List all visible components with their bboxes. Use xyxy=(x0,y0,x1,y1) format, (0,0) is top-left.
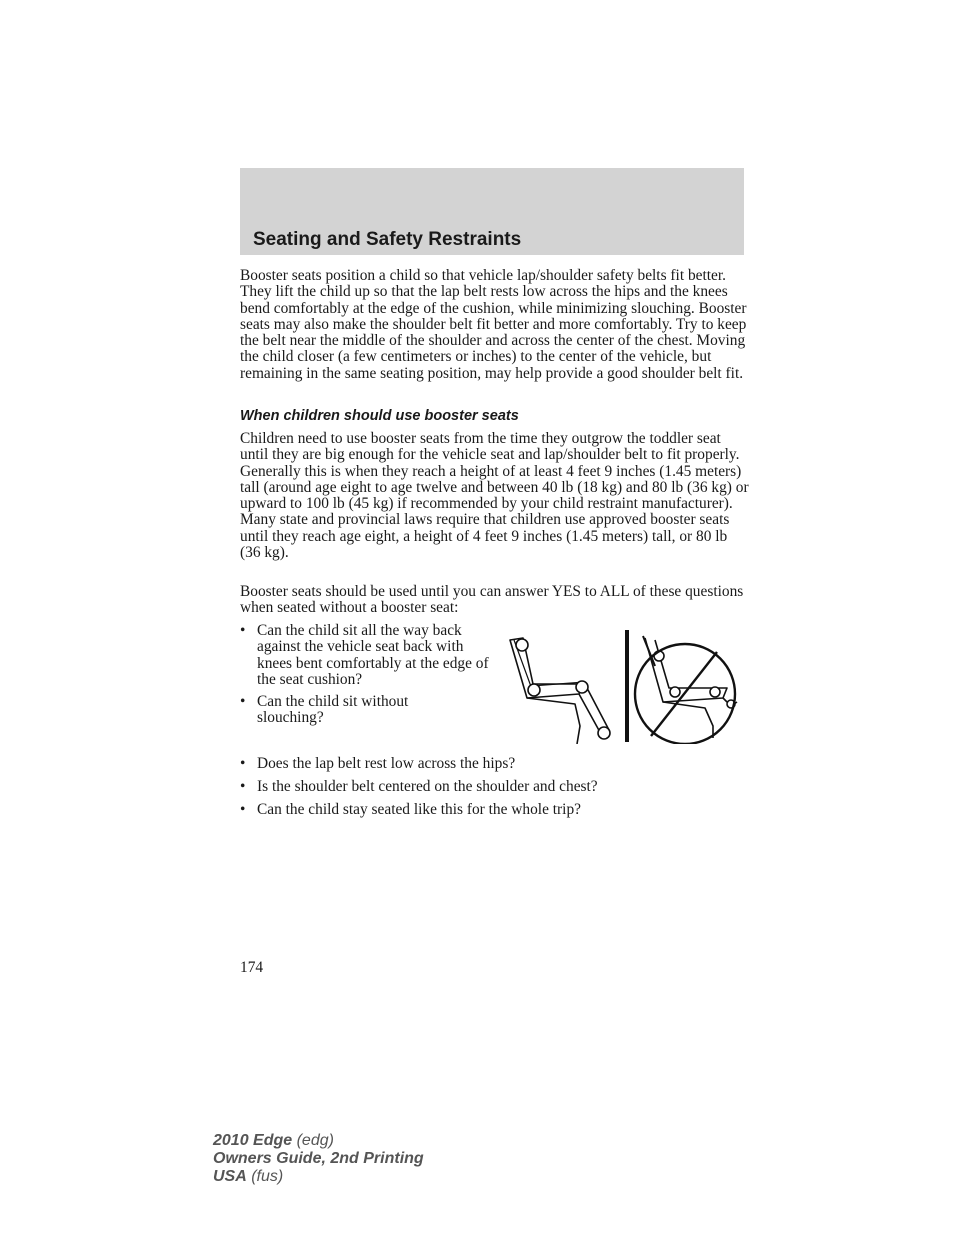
bullet-icon: • xyxy=(240,693,246,710)
paragraph-yes-to-all: Booster seats should be used until you can answer YES to ALL of these questions when seated without a booster seat: xyxy=(240,583,744,617)
list-item-text: Does the lap belt rest low across the hips? xyxy=(257,755,516,772)
list-item-text: Can the child sit without slouching? xyxy=(257,693,409,727)
footer-line-market: USA (fus) xyxy=(213,1168,284,1185)
correct-seating-figure xyxy=(510,638,610,744)
bullet-icon: • xyxy=(240,778,246,795)
list-item-text: Can the child sit all the way back against the vehicle seat back with knees bent comfortably at the edge of the seat cushion? xyxy=(257,622,489,688)
document-footer xyxy=(213,1132,424,1186)
bullet-icon: • xyxy=(240,755,246,772)
paragraph-when-to-use: Children need to use booster seats from the time they outgrow the toddler seat until they are big enough for the vehicle seat and lap/shoulder belt to fit properly. Generally this is when they reach a height of at least 4 feet 9 inches (1.45 meters) tall (around age eight to age twelve and between 40 lb (18 kg) and 80 lb (36 kg) or upward to 100 lb (45 kg) if recommended by your child restraint manufacturer). Many state and provincial laws require that children use approved booster seats until they reach age eight, a height of 4 feet 9 inches (1.45 meters) tall, or 80 lb (36 kg). xyxy=(240,430,749,562)
list-item-shoulder-belt xyxy=(240,779,750,795)
page-number: 174 xyxy=(240,959,264,976)
bullet-icon: • xyxy=(240,622,246,639)
list-item-sit-back xyxy=(240,623,495,688)
list-item-text: Is the shoulder belt centered on the shoulder and chest? xyxy=(257,778,598,795)
subheading-when-to-use: When children should use booster seats xyxy=(240,408,519,424)
divider-bar xyxy=(625,630,629,742)
bullet-icon: • xyxy=(240,801,246,818)
section-header-band xyxy=(240,168,744,255)
list-item-whole-trip xyxy=(240,802,750,818)
paragraph-booster-position: Booster seats position a child so that vehicle lap/shoulder safety belts fit better. They lift the child up so that the lap belt rests low across the hips and the knees bend comfortably at the edge of the cushion, while minimizing slouching. Booster seats may also make the shoulder belt fit better and more comfortably. Try to keep the belt near the middle of the shoulder and across the center of the chest. Moving the child closer (a few centimeters or inches) to the center of the vehicle, but remaining in the same seating position, may help provide a good shoulder belt fit. xyxy=(240,267,747,382)
footer-line-guide: Owners Guide, 2nd Printing xyxy=(213,1150,424,1167)
booster-seat-illustration xyxy=(505,626,745,744)
section-title: Seating and Safety Restraints xyxy=(253,229,522,250)
footer-line-model: 2010 Edge (edg) xyxy=(213,1132,334,1149)
list-item-lap-belt xyxy=(240,756,750,772)
incorrect-seating-figure xyxy=(635,636,737,744)
list-item-text: Can the child stay seated like this for the whole trip? xyxy=(257,801,581,818)
list-item-no-slouching xyxy=(240,694,440,727)
